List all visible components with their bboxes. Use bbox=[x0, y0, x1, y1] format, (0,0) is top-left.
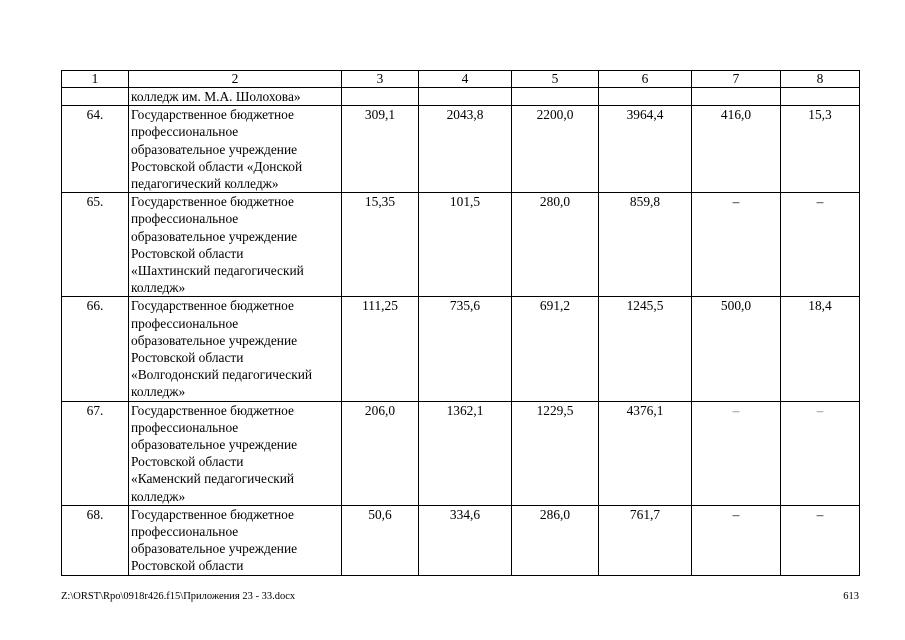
value-col5: 286,0 bbox=[512, 505, 599, 575]
value-col6: 859,8 bbox=[599, 193, 692, 297]
name-line: колледж» bbox=[131, 280, 186, 296]
name-line: Ростовской области bbox=[131, 558, 244, 574]
name-line: Государственное бюджетное bbox=[131, 298, 294, 314]
row-number: 66. bbox=[62, 297, 129, 401]
name-line: Ростовской области bbox=[131, 350, 244, 366]
footer-file-path: Z:\ORST\Rpo\0918r426.f15\Приложения 23 - 33.docx bbox=[61, 591, 296, 602]
value-col6: 4376,1 bbox=[599, 401, 692, 505]
name-line: Государственное бюджетное bbox=[131, 107, 294, 123]
name-line: «Шахтинский педагогический bbox=[131, 263, 304, 279]
name-line: Государственное бюджетное bbox=[131, 506, 294, 522]
value-col4: 334,6 bbox=[419, 505, 512, 575]
name-line: «Волгодонский педагогический bbox=[131, 367, 313, 383]
name-line: профессиональное bbox=[131, 124, 239, 140]
footer-page-number: 613 bbox=[843, 591, 859, 602]
value-col7: 500,0 bbox=[692, 297, 781, 401]
institution-name bbox=[129, 401, 342, 505]
header-cell: 1 bbox=[62, 71, 129, 88]
header-cell: 3 bbox=[342, 71, 419, 88]
value-col3: 111,25 bbox=[342, 297, 419, 401]
institution-name bbox=[129, 505, 342, 575]
institution-name bbox=[129, 297, 342, 401]
row-number: 67. bbox=[62, 401, 129, 505]
name-line: Государственное бюджетное bbox=[131, 194, 294, 210]
header-cell: 8 bbox=[781, 71, 860, 88]
name-line: «Каменский педагогический bbox=[131, 471, 295, 487]
table-cell bbox=[62, 88, 129, 106]
name-line: Ростовской области bbox=[131, 245, 244, 261]
name-line: образовательное учреждение bbox=[131, 541, 298, 557]
value-col3: 309,1 bbox=[342, 106, 419, 193]
value-col5: 1229,5 bbox=[512, 401, 599, 505]
header-cell: 5 bbox=[512, 71, 599, 88]
name-line: профессиональное bbox=[131, 211, 239, 227]
row-number: 64. bbox=[62, 106, 129, 193]
value-col3: 15,35 bbox=[342, 193, 419, 297]
name-line: профессиональное bbox=[131, 524, 239, 540]
value-col4: 2043,8 bbox=[419, 106, 512, 193]
value-col7: – bbox=[692, 505, 781, 575]
value-col5: 691,2 bbox=[512, 297, 599, 401]
value-col3: 206,0 bbox=[342, 401, 419, 505]
institution-name bbox=[129, 193, 342, 297]
table-cell bbox=[692, 88, 781, 106]
value-col7: 416,0 bbox=[692, 106, 781, 193]
table-row bbox=[62, 297, 860, 401]
table-row bbox=[62, 505, 860, 575]
value-col6: 761,7 bbox=[599, 505, 692, 575]
value-col6: 1245,5 bbox=[599, 297, 692, 401]
name-line: Государственное бюджетное bbox=[131, 402, 294, 418]
name-line: Ростовской области «Донской bbox=[131, 158, 303, 174]
name-line: колледж» bbox=[131, 488, 186, 504]
row-number: 68. bbox=[62, 505, 129, 575]
value-col8: 15,3 bbox=[781, 106, 860, 193]
header-cell: 7 bbox=[692, 71, 781, 88]
value-col4: 101,5 bbox=[419, 193, 512, 297]
name-line: образовательное учреждение bbox=[131, 228, 298, 244]
name-line: Ростовской области bbox=[131, 454, 244, 470]
name-line: образовательное учреждение bbox=[131, 332, 298, 348]
continuation-row bbox=[62, 88, 860, 106]
table-cell bbox=[512, 88, 599, 106]
value-col7: – bbox=[692, 401, 781, 505]
value-col3: 50,6 bbox=[342, 505, 419, 575]
value-col8: – bbox=[781, 505, 860, 575]
row-number: 65. bbox=[62, 193, 129, 297]
table-row bbox=[62, 193, 860, 297]
value-col8: – bbox=[781, 401, 860, 505]
value-col7: – bbox=[692, 193, 781, 297]
header-cell: 2 bbox=[129, 71, 342, 88]
header-cell: 4 bbox=[419, 71, 512, 88]
table-cell bbox=[781, 88, 860, 106]
table-cell bbox=[342, 88, 419, 106]
name-line: профессиональное bbox=[131, 419, 239, 435]
value-col6: 3964,4 bbox=[599, 106, 692, 193]
name-line: образовательное учреждение bbox=[131, 437, 298, 453]
value-col8: – bbox=[781, 193, 860, 297]
budget-table bbox=[61, 70, 860, 576]
table-row bbox=[62, 106, 860, 193]
header-row bbox=[62, 71, 860, 88]
table-cell bbox=[599, 88, 692, 106]
value-col5: 2200,0 bbox=[512, 106, 599, 193]
name-line: образовательное учреждение bbox=[131, 141, 298, 157]
value-col4: 1362,1 bbox=[419, 401, 512, 505]
value-col4: 735,6 bbox=[419, 297, 512, 401]
name-line: профессиональное bbox=[131, 315, 239, 331]
value-col5: 280,0 bbox=[512, 193, 599, 297]
institution-name bbox=[129, 106, 342, 193]
name-line: колледж» bbox=[131, 384, 186, 400]
value-col8: 18,4 bbox=[781, 297, 860, 401]
continuation-text: колледж им. М.А. Шолохова» bbox=[129, 88, 342, 106]
table-row bbox=[62, 401, 860, 505]
header-cell: 6 bbox=[599, 71, 692, 88]
table-cell bbox=[419, 88, 512, 106]
name-line: педагогический колледж» bbox=[131, 176, 279, 192]
